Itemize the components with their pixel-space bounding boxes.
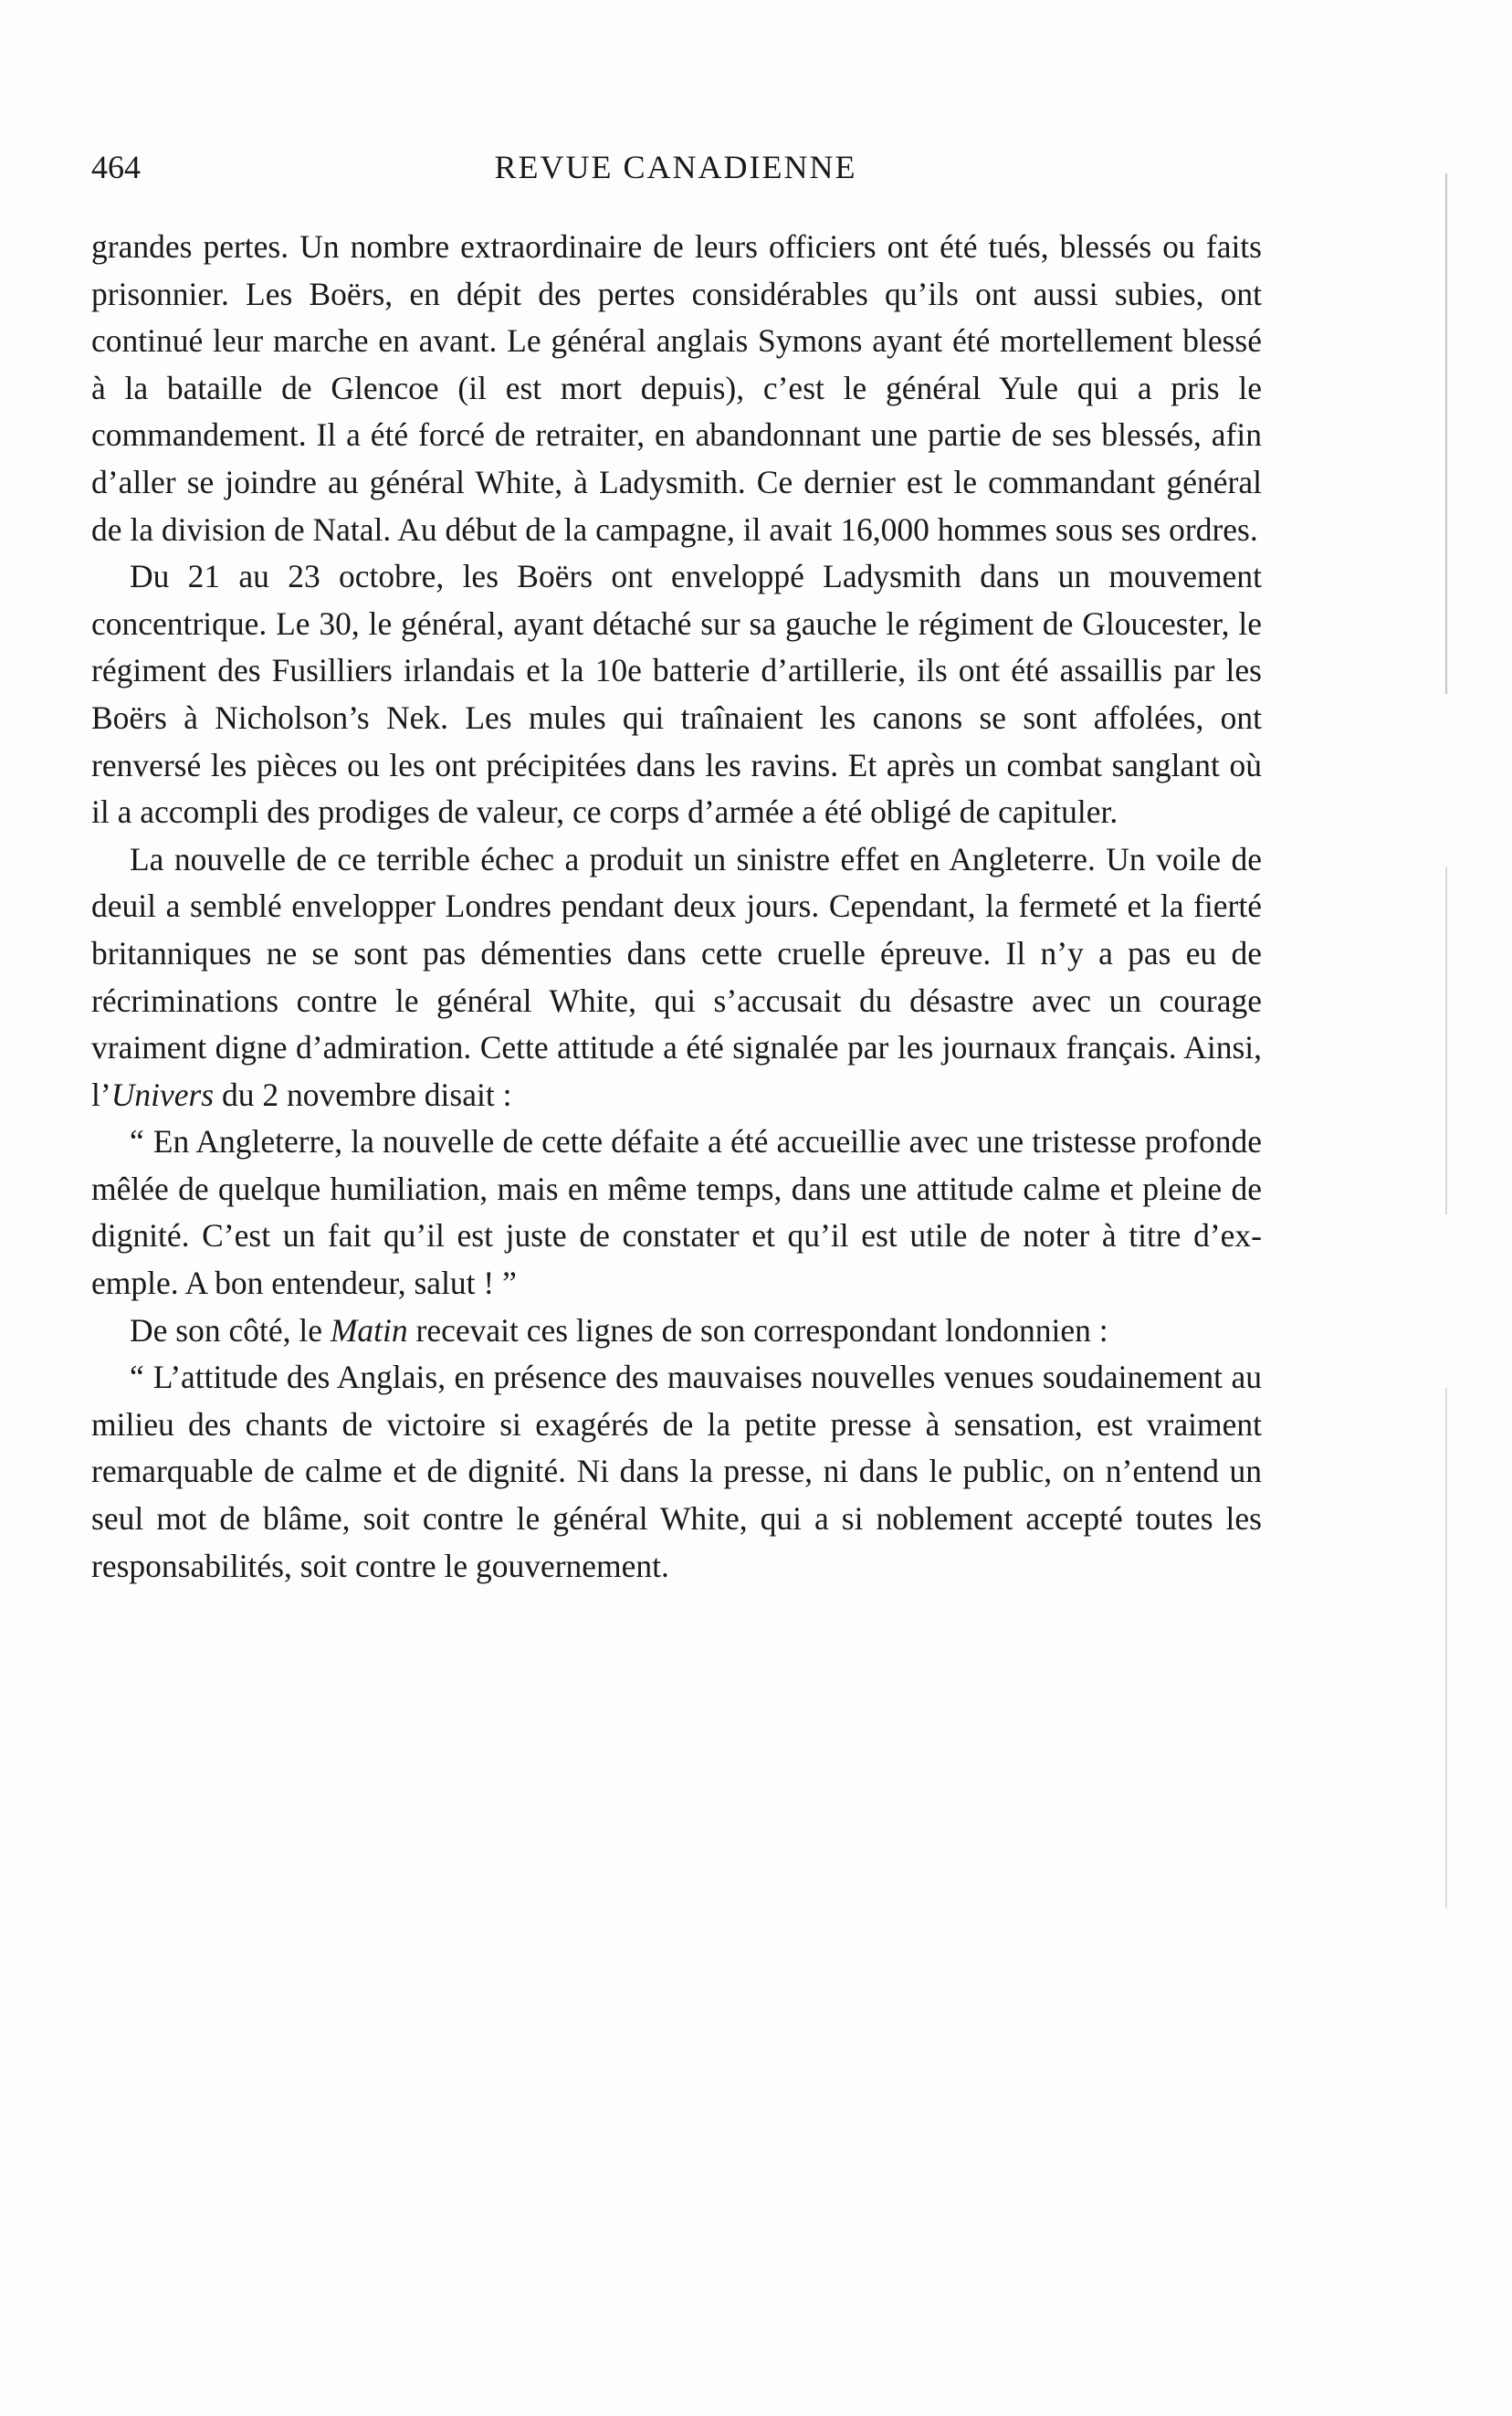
quotation-2	[91, 1354, 1262, 1590]
paragraph-5	[91, 1308, 1262, 1355]
scan-margin-line	[1445, 173, 1447, 1908]
paragraph-text: Du 21 au 23 octobre, les Boërs ont enveloppé Ladysmith dans un mouvement concentrique. Le 30, le général, ayant détaché sur sa gauche le régiment de Gloucester, le régiment des Fusilliers irlandais et la 10e batterie d’artillerie, ils ont été assaillis par les Boërs à Nicholson’s Nek. Les mules qui traînaient les canons se sont affolées, ont renversé les pièces ou les ont précipitées dans les ravins. Et après un combat sanglant où il a accompli des prodiges de valeur, ce corps d’armée a été obligé de capituler.	[91, 558, 1262, 831]
paragraph-text: du 2 novembre disait :	[214, 1076, 512, 1113]
quotation-1	[91, 1119, 1262, 1307]
opening-quote-mark: “	[130, 1359, 144, 1396]
paragraph-text: grandes pertes. Un nombre extraordinaire de leurs officiers ont été tués, blessés ou faits prisonnier. Les Boërs, en dépit des pertes considérables qu’ils ont aussi subies, ont continué leur marche en avant. Le général anglais Symons ayant été mortellement blessé à la bataille de Glencoe (il est mort depuis), c’est le général Yule qui a pris le commandement. Il a été forcé de retraiter, en abandonnant une partie de ses blessés, afin d’aller se joindre au général White, à Ladysmith. Ce dernier est le commandant général de la division de Natal. Au début de la campagne, il avait 16,000 hommes sous ses ordres.	[91, 228, 1262, 548]
quotation-text: L’attitude des Anglais, en présence des mauvaises nouvelles venues soudainement au milieu des chants de victoire si exagérés de la petite presse à sensation, est vraiment remarquable de calme et de dignité. Ni dans la presse, ni dans le public, on n’entend un seul mot de blâme, soit contre le général White, qui a si noblement accepté toutes les responsabilités, soit contre le gouvernement.	[91, 1359, 1262, 1584]
paragraph-text: De son côté, le	[130, 1311, 331, 1349]
journal-name-univers: Univers	[110, 1076, 215, 1113]
paragraph-1	[91, 224, 1262, 553]
running-head	[91, 144, 1260, 190]
opening-quote-mark: “	[130, 1123, 144, 1161]
quotation-text: En Angleterre, la nouvelle de cette défaite a été accueillie avec une tristesse profonde mêlée de quelque humiliation, mais en même temps, dans une attitude calme et pleine de dignité. C’est un fait qu’il est juste de constater et qu’il est utile de noter à titre d’exemple. A bon entendeur, salut ! ”	[91, 1123, 1262, 1302]
paragraph-2	[91, 553, 1262, 836]
journal-title: REVUE CANADIENNE	[494, 149, 857, 185]
page-number: 464	[91, 149, 141, 185]
paragraph-text: recevait ces lignes de son correspondant londonnien :	[407, 1311, 1108, 1349]
journal-name-matin: Matin	[330, 1311, 408, 1349]
paragraph-3	[91, 836, 1262, 1119]
article-body	[91, 224, 1262, 1590]
paragraph-text: La nouvelle de ce terrible échec a produit un sinistre effet en Angleterre. Un voile de deuil a semblé envelopper Londres pendant deux jours. Cependant, la fermeté et la fierté britanniques ne se sont pas démenties dans cette cruelle épreuve. Il n’y a pas eu de récriminations contre le général White, qui s’accusait du désastre avec un courage vraiment digne d’admiration. Cette attitude a été signalée par les journaux français. Ainsi, l’	[91, 840, 1262, 1113]
